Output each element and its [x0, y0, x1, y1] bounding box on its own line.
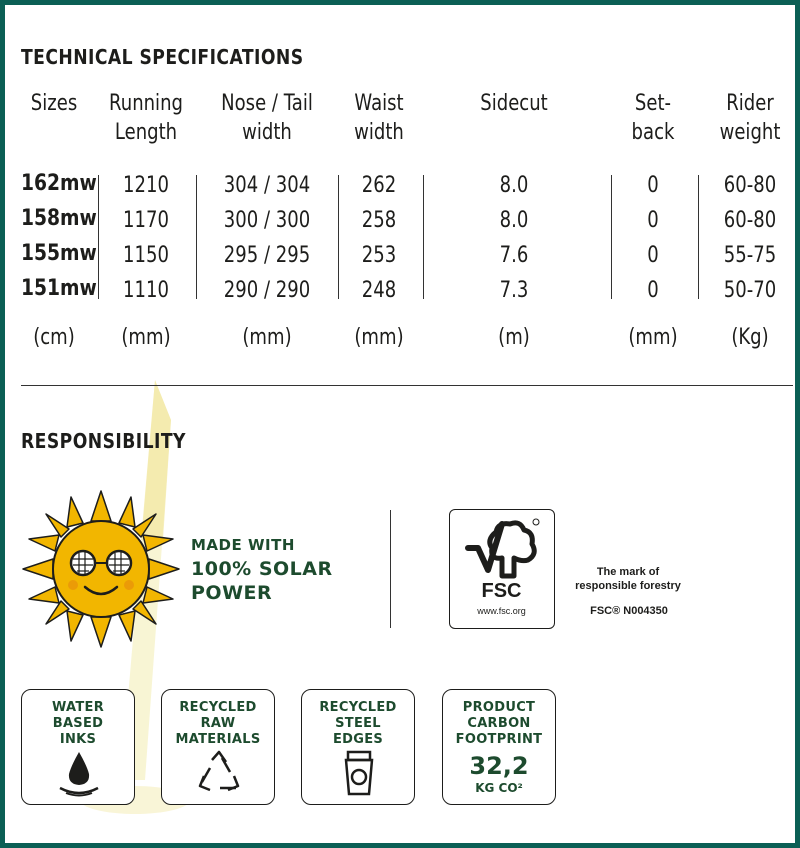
waist-cell: 253 [361, 243, 397, 268]
unit-label: (mm) [354, 325, 404, 350]
sidecut-cell: 8.0 [499, 173, 529, 198]
recycle-bin-icon [334, 748, 384, 798]
column-divider [423, 175, 424, 299]
tech-spec-title: TECHNICAL SPECIFICATIONS [21, 45, 304, 69]
length-cell: 1210 [123, 173, 169, 198]
unit-label: (mm) [121, 325, 171, 350]
size-cell: 158mw [21, 206, 97, 231]
length-cell: 1150 [123, 243, 169, 268]
badge-label: PRODUCT CARBON FOOTPRINT [455, 700, 543, 747]
weight-cell: 60-80 [723, 173, 777, 198]
badge-label: RECYCLED RAW MATERIALS [175, 700, 261, 747]
responsibility-title: RESPONSIBILITY [21, 429, 186, 453]
unit-label: (Kg) [731, 325, 769, 350]
solar-fsc-divider [390, 510, 391, 628]
column-divider [98, 175, 99, 299]
setback-cell: 0 [647, 243, 659, 268]
length-cell: 1170 [123, 208, 169, 233]
recycled-steel-edges-badge [301, 689, 415, 805]
badge-label: WATER BASED INKS [51, 700, 105, 747]
waist-cell: 258 [361, 208, 397, 233]
carbon-footprint-unit: KG CO² [475, 781, 523, 795]
recycle-icon [194, 748, 244, 798]
unit-label: (cm) [33, 325, 75, 350]
water-based-inks-badge [21, 689, 135, 805]
header-waist-width: Waist width [354, 91, 404, 145]
carbon-footprint-badge [442, 689, 556, 805]
header-nose-tail-width: Nose / Tail width [221, 91, 313, 145]
badge-label: RECYCLED STEEL EDGES [319, 700, 397, 747]
recycled-raw-materials-badge [161, 689, 275, 805]
section-divider [21, 385, 793, 386]
column-divider [698, 175, 699, 299]
setback-cell: 0 [647, 208, 659, 233]
setback-cell: 0 [647, 173, 659, 198]
setback-cell: 0 [647, 278, 659, 303]
unit-label: (mm) [242, 325, 292, 350]
solar-power-label: MADE WITH 100% SOLAR POWER [191, 536, 333, 604]
fsc-url: www.fsc.org [477, 606, 526, 616]
header-sidecut: Sidecut [480, 91, 548, 116]
nose-tail-cell: 295 / 295 [223, 243, 311, 268]
fsc-license-code: FSC® N004350 [590, 605, 668, 617]
sidecut-cell: 7.3 [499, 278, 529, 303]
length-cell: 1110 [123, 278, 169, 303]
sidecut-cell: 8.0 [499, 208, 529, 233]
nose-tail-cell: 300 / 300 [223, 208, 311, 233]
size-cell: 151mw [21, 276, 97, 301]
nose-tail-cell: 290 / 290 [223, 278, 311, 303]
water-drop-icon [54, 748, 104, 798]
unit-label: (mm) [628, 325, 678, 350]
weight-cell: 60-80 [723, 208, 777, 233]
unit-label: (m) [498, 325, 530, 350]
fsc-tree-check-icon [462, 518, 542, 580]
header-running-length: Running Length [109, 91, 183, 145]
column-divider [338, 175, 339, 299]
fsc-logo-text: FSC [481, 580, 522, 602]
header-sizes: Sizes [30, 91, 78, 116]
nose-tail-cell: 304 / 304 [223, 173, 311, 198]
header-setback: Set- back [631, 91, 675, 145]
column-divider [611, 175, 612, 299]
column-divider [196, 175, 197, 299]
waist-cell: 248 [361, 278, 397, 303]
sun-mascot-icon [21, 489, 181, 649]
weight-cell: 50-70 [723, 278, 777, 303]
size-cell: 162mw [21, 171, 97, 196]
header-rider-weight: Rider weight [719, 91, 781, 145]
fsc-logo [449, 509, 555, 629]
weight-cell: 55-75 [723, 243, 777, 268]
waist-cell: 262 [361, 173, 397, 198]
carbon-footprint-value: 32,2 [469, 752, 529, 780]
size-cell: 155mw [21, 241, 97, 266]
fsc-caption: The mark of responsible forestry [575, 566, 681, 592]
sidecut-cell: 7.6 [499, 243, 529, 268]
